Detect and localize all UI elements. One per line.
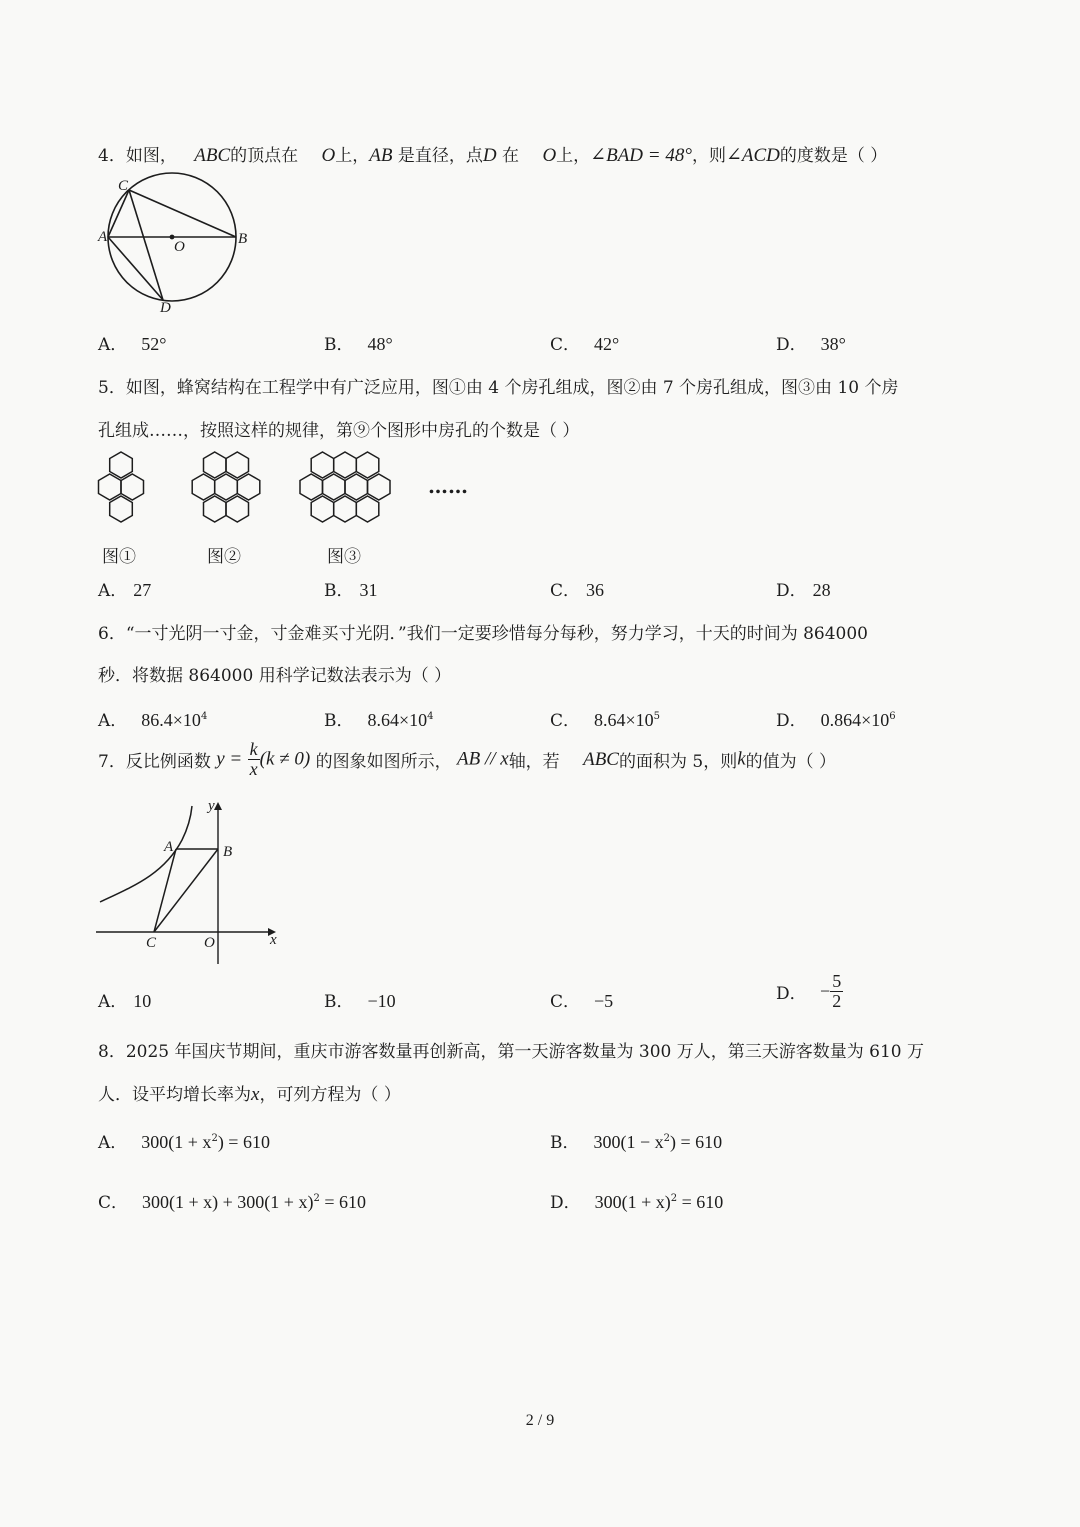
chord-ac [108,190,129,237]
q5-option-a[interactable]: A． 27 [98,580,152,601]
q4-stem: 4．如图， ABC的顶点在 O上，AB 是直径，点D 在 O上，∠BAD = 48°，则∠ACD的度数是（ ） [98,145,888,166]
q6-option-a[interactable]: A． $86.4\times 10^4$ [98,710,208,731]
honeycomb-figure-2 [192,452,260,522]
q6-option-b[interactable]: B． $8.64\times 10^4$ [324,710,434,731]
label-d: D [160,300,171,316]
q7-option-d[interactable]: D． − $\frac{5}{2}$ [776,971,842,1011]
q8-stem-line2: 人．设平均增长率为x，可列方程为（ ） [98,1084,401,1105]
label-b: B [238,231,248,247]
q5-stem-line1: 5．如图，蜂窝结构在工程学中有广泛应用，图①由 4 个房孔组成，图②由 7 个房孔组成，图③由 10 个房 [98,378,899,398]
honeycomb-cell [204,452,227,478]
honeycomb-cell [311,496,334,522]
q5-caption-2: 图② [207,547,241,567]
honeycomb-cell [226,496,249,522]
label-c: C [146,935,157,951]
q4-option-b[interactable]: B． 48° [324,334,393,355]
label-o: O [204,935,215,951]
q6-option-d[interactable]: D． $0.864\times 10^6$ [776,710,896,731]
q6-stem-line2: 秒．将数据 864000 用科学记数法表示为（ ） [98,666,452,686]
q5-caption-3: 图③ [327,547,361,567]
label-b: B [223,844,233,860]
q7-function-graph [94,796,289,970]
label-a: A [98,229,108,245]
honeycomb-cell [110,452,133,478]
honeycomb-cell [368,474,391,500]
segment-ca [154,849,176,932]
label-c: C [118,178,129,194]
q4-circle-diagram [92,170,252,320]
honeycomb-cell [345,474,368,500]
q4-option-a[interactable]: A． 52° [98,334,167,355]
q5-option-c[interactable]: C． 36 [550,580,605,601]
q8-option-a[interactable]: A． $300(1 + x^2) = 610$ [98,1132,270,1153]
honeycomb-cell [356,496,379,522]
q7-option-c[interactable]: C． −5 [550,991,614,1012]
q8-stem-line1: 8．2025 年国庆节期间，重庆市游客数量再创新高，第一天游客数量为 300 万人，第三天游客数量为 610 万 [98,1042,924,1062]
hyperbola-curve [100,806,192,902]
y-axis-arrow [214,802,222,810]
q5-honeycomb-figures [94,447,404,529]
q4-option-d[interactable]: D． 38° [776,334,846,355]
chord-cb [129,190,236,237]
page-number: 2 / 9 [525,1412,555,1429]
honeycomb-figure-1 [99,452,144,522]
segment-cb [154,849,218,932]
label-a: A [164,839,174,855]
honeycomb-cell [334,496,357,522]
q4-option-c[interactable]: C． 42° [550,334,620,355]
q7-option-a[interactable]: A． 10 [98,991,152,1012]
q6-stem-line1: 6．“一寸光阴一寸金，寸金难买寸光阴．”我们一定要珍惜每分每秒，努力学习，十天的时间为 864000 [98,624,868,644]
q8-option-d[interactable]: D． $300(1 + x)^2 = 610$ [550,1192,724,1213]
label-y: y [208,798,215,814]
q8-option-b[interactable]: B． $300(1 - x^2) = 610$ [550,1132,723,1153]
honeycomb-cell [334,452,357,478]
honeycomb-cell [226,452,249,478]
honeycomb-cell [204,496,227,522]
q5-caption-1: 图① [102,547,136,567]
q5-option-b[interactable]: B． 31 [324,580,378,601]
label-x: x [270,932,277,948]
honeycomb-cell [192,474,215,500]
honeycomb-cell [311,452,334,478]
honeycomb-cell [121,474,144,500]
honeycomb-cell [237,474,259,500]
label-o: O [174,239,185,255]
honeycomb-cell [215,474,238,500]
q7-fraction-k-over-x: $\frac{k}{x}$ [249,739,258,779]
q5-stem-line2: 孔组成……，按照这样的规律，第⑨个图形中房孔的个数是（ ） [98,421,580,441]
honeycomb-cell [99,474,122,500]
q6-option-c[interactable]: C． $8.64\times 10^5$ [550,710,661,731]
q5-ellipsis: …… [428,474,468,498]
honeycomb-figure-3 [300,452,390,522]
honeycomb-cell [323,474,346,500]
honeycomb-cell [110,496,133,522]
q5-option-d[interactable]: D． 28 [776,580,831,601]
chord-cd [129,190,163,300]
honeycomb-cell [300,474,323,500]
q7-option-b[interactable]: B． −10 [324,991,396,1012]
q8-option-c[interactable]: C． $300(1 + x) + 300(1 + x)^2 = 610$ [98,1192,366,1213]
q7-stem: 7．反比例函数 y = $\frac{k}{x}$ (k ≠ 0) 的图象如图所示， AB // x轴，若 ABC的面积为 5，则k的值为（ ） [98,739,837,779]
honeycomb-cell [356,452,379,478]
